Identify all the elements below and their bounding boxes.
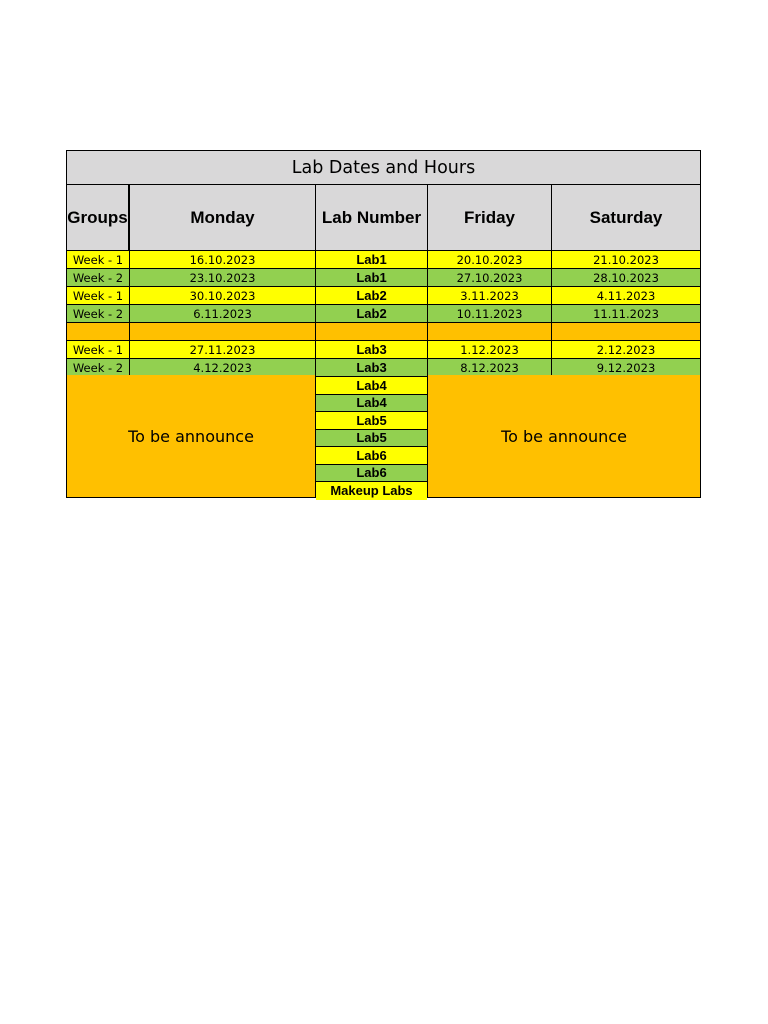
saturday-date-cell: 11.11.2023 — [552, 305, 700, 323]
lab-number-cell — [316, 269, 428, 287]
monday-date-cell: 4.12.2023 — [130, 359, 316, 377]
group-cell: Week - 1 — [67, 287, 130, 305]
saturday-date-cell: 9.12.2023 — [552, 359, 700, 377]
lab-label: Lab1 — [356, 270, 387, 285]
future-lab-cell: Lab6 — [316, 465, 427, 483]
header-groups: Groups — [67, 185, 130, 251]
group-cell: Week - 1 — [67, 251, 130, 269]
group-cell: Week - 1 — [67, 341, 130, 359]
future-lab-cell: Lab4 — [316, 377, 427, 395]
group-cell — [67, 323, 130, 341]
friday-date-cell: 3.11.2023 — [428, 287, 552, 305]
announce-right: To be announce — [427, 375, 700, 497]
monday-date-cell — [130, 323, 316, 341]
lab-label: Lab3 — [356, 342, 387, 357]
future-lab-cell: Makeup Labs — [316, 482, 427, 500]
stack-divider — [316, 376, 427, 377]
header-friday: Friday — [428, 185, 552, 251]
lab-number-cell — [316, 359, 428, 377]
future-lab-cell: Lab5 — [316, 430, 427, 448]
lab-label: Lab1 — [356, 252, 387, 267]
lab-number-cell — [316, 323, 428, 341]
lab-label: Lab3 — [356, 360, 387, 375]
header-lab-number: Lab Number — [316, 185, 428, 251]
lab-number-cell — [316, 305, 428, 323]
saturday-date-cell: 21.10.2023 — [552, 251, 700, 269]
lab-schedule-table — [66, 150, 701, 498]
lab-label: Lab2 — [356, 288, 387, 303]
friday-date-cell: 20.10.2023 — [428, 251, 552, 269]
monday-date-cell: 6.11.2023 — [130, 305, 316, 323]
saturday-date-cell: 28.10.2023 — [552, 269, 700, 287]
friday-date-cell: 10.11.2023 — [428, 305, 552, 323]
friday-date-cell: 8.12.2023 — [428, 359, 552, 377]
monday-date-cell: 27.11.2023 — [130, 341, 316, 359]
future-lab-cell: Lab6 — [316, 447, 427, 465]
monday-date-cell: 16.10.2023 — [130, 251, 316, 269]
future-lab-cell: Lab4 — [316, 395, 427, 413]
group-cell: Week - 2 — [67, 305, 130, 323]
group-cell: Week - 2 — [67, 269, 130, 287]
friday-date-cell — [428, 323, 552, 341]
group-cell: Week - 2 — [67, 359, 130, 377]
lab-number-cell — [316, 287, 428, 305]
friday-date-cell: 1.12.2023 — [428, 341, 552, 359]
lab-number-cell — [316, 341, 428, 359]
header-saturday: Saturday — [552, 185, 700, 251]
saturday-date-cell: 4.11.2023 — [552, 287, 700, 305]
monday-date-cell: 23.10.2023 — [130, 269, 316, 287]
announce-left: To be announce — [67, 375, 316, 497]
saturday-date-cell — [552, 323, 700, 341]
lab-label: Lab2 — [356, 306, 387, 321]
saturday-date-cell: 2.12.2023 — [552, 341, 700, 359]
future-lab-cell: Lab5 — [316, 412, 427, 430]
lab-number-cell — [316, 251, 428, 269]
header-monday: Monday — [130, 185, 316, 251]
friday-date-cell: 27.10.2023 — [428, 269, 552, 287]
table-title: Lab Dates and Hours — [67, 151, 700, 185]
monday-date-cell: 30.10.2023 — [130, 287, 316, 305]
